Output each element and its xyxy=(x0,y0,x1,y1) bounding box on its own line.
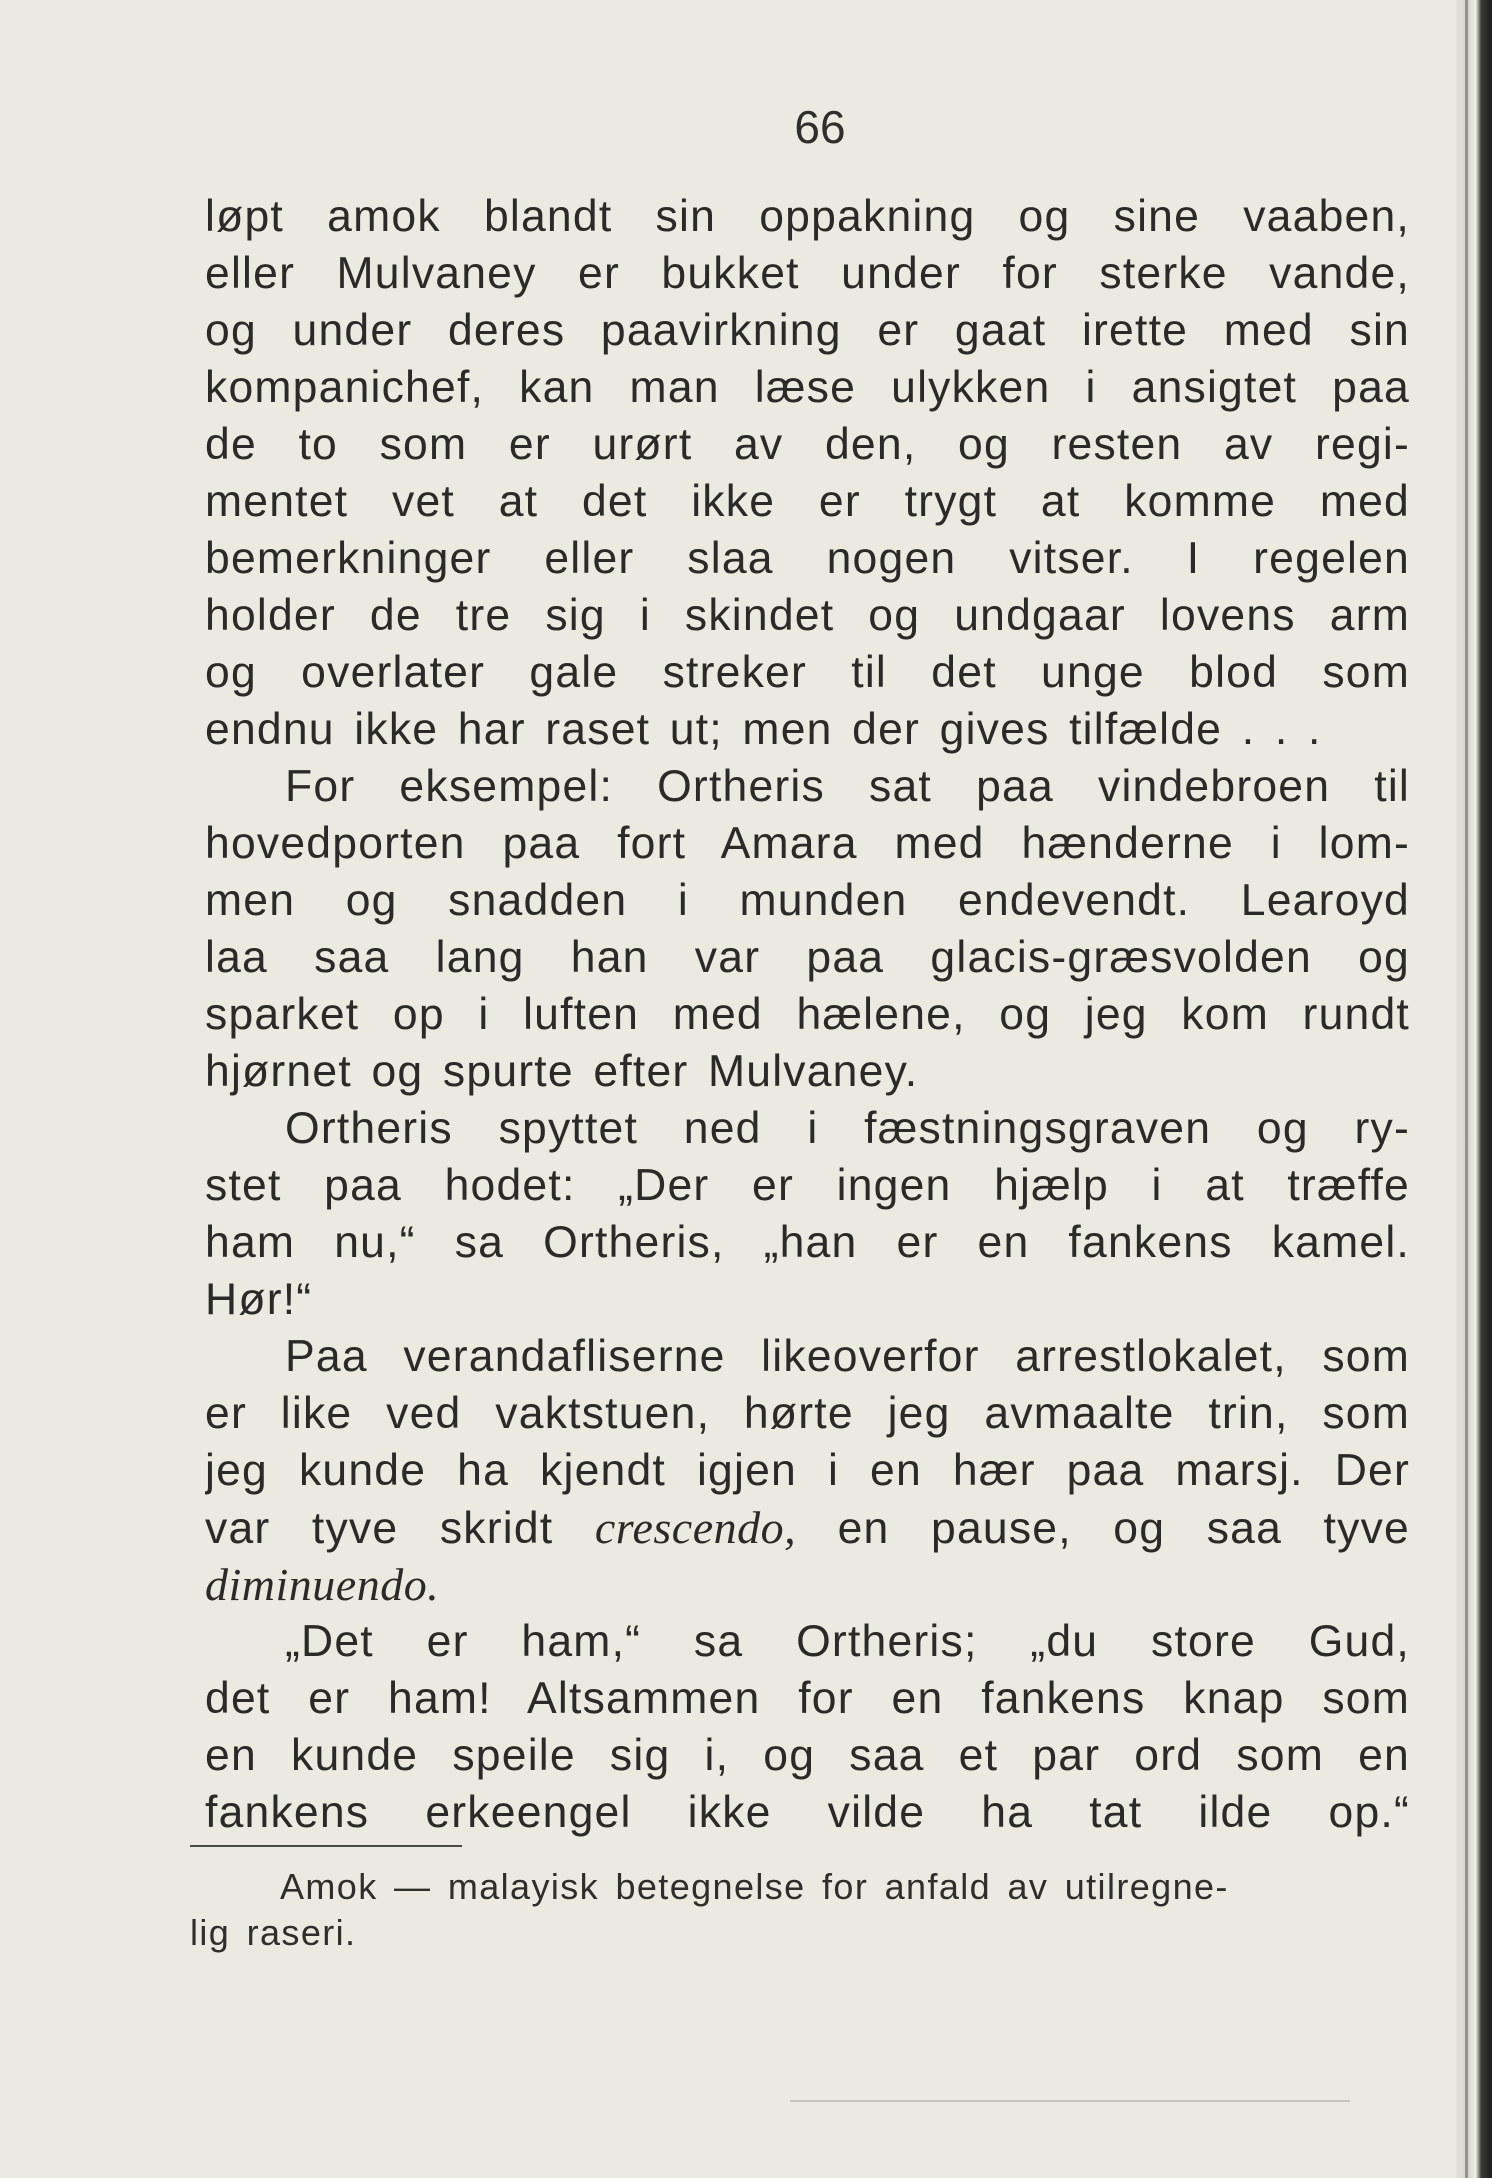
italic-word-diminuendo: diminuendo. xyxy=(205,1559,440,1610)
footnote-line: Amok — malayisk betegnelse for anfald av utilregne- xyxy=(280,1866,1229,1907)
text-line: Ortheris spyttet ned i fæstningsgraven og ry- xyxy=(285,1104,1410,1153)
footnote xyxy=(190,1864,1390,1956)
text-line: Hør!“ xyxy=(205,1275,313,1324)
text-line: stet paa hodet: „Der er ingen hjælp i at træffe xyxy=(205,1161,1410,1210)
text-line: men og snadden i munden endevendt. Learoyd xyxy=(205,876,1410,925)
italic-word-crescendo: crescendo, xyxy=(594,1502,797,1553)
text-line: holder de tre sig i skindet og undgaar lovens arm xyxy=(205,591,1410,640)
body-text xyxy=(205,188,1410,1841)
page-edge-line xyxy=(1465,0,1468,2178)
text-line: fankens erkeengel ikke vilde ha tat ilde op.“ xyxy=(205,1788,1410,1837)
text-line: „Det er ham,“ sa Ortheris; „du store Gud, xyxy=(285,1617,1410,1666)
text-line: Paa verandafliserne likeoverfor arrestlokalet, som xyxy=(285,1332,1410,1381)
text-line: bemerkninger eller slaa nogen vitser. I regelen xyxy=(205,534,1410,583)
text-line: mentet vet at det ikke er trygt at komme med xyxy=(205,477,1410,526)
text-line: er like ved vaktstuen, hørte jeg avmaalte trin, som xyxy=(205,1389,1410,1438)
page-binding-edge xyxy=(1456,0,1492,2178)
text-line: de to som er urørt av den, og resten av regi- xyxy=(205,420,1410,469)
text-line: kompanichef, kan man læse ulykken i ansigtet paa xyxy=(205,363,1410,412)
text-line: en kunde speile sig i, og saa et par ord som en xyxy=(205,1731,1410,1780)
text-line: hjørnet og spurte efter Mulvaney. xyxy=(205,1047,919,1096)
text-line: endnu ikke har raset ut; men der gives tilfælde . . . xyxy=(205,705,1322,754)
footnote-divider xyxy=(190,1845,462,1847)
text-line: eller Mulvaney er bukket under for sterke vande, xyxy=(205,249,1410,298)
page-bottom-mark xyxy=(790,2100,1350,2102)
text-line-with-italic xyxy=(205,1499,1410,1556)
text-line: For eksempel: Ortheris sat paa vindebroen til xyxy=(285,762,1410,811)
text-line: jeg kunde ha kjendt igjen i en hær paa marsj. Der xyxy=(205,1446,1410,1495)
page-number: 66 xyxy=(794,101,846,153)
text-line: og under deres paavirkning er gaat irette med sin xyxy=(205,306,1410,355)
text-line: laa saa lang han var paa glacis-græsvolden og xyxy=(205,933,1410,982)
text-line: ham nu,“ sa Ortheris, „han er en fankens kamel. xyxy=(205,1218,1410,1267)
text-line: løpt amok blandt sin oppakning og sine vaaben, xyxy=(205,192,1410,241)
footnote-line: lig raseri. xyxy=(190,1912,357,1953)
text-line: sparket op i luften med hælene, og jeg kom rundt xyxy=(205,990,1410,1039)
text-segment: en pause, og saa tyve xyxy=(837,1504,1410,1553)
text-line: og overlater gale streker til det unge blod som xyxy=(205,648,1410,697)
text-line: hovedporten paa fort Amara med hænderne i lom- xyxy=(205,819,1410,868)
text-line-italic xyxy=(205,1556,1410,1613)
text-segment: var tyve skridt xyxy=(205,1504,554,1553)
text-line: det er ham! Altsammen for en fankens knap som xyxy=(205,1674,1410,1723)
